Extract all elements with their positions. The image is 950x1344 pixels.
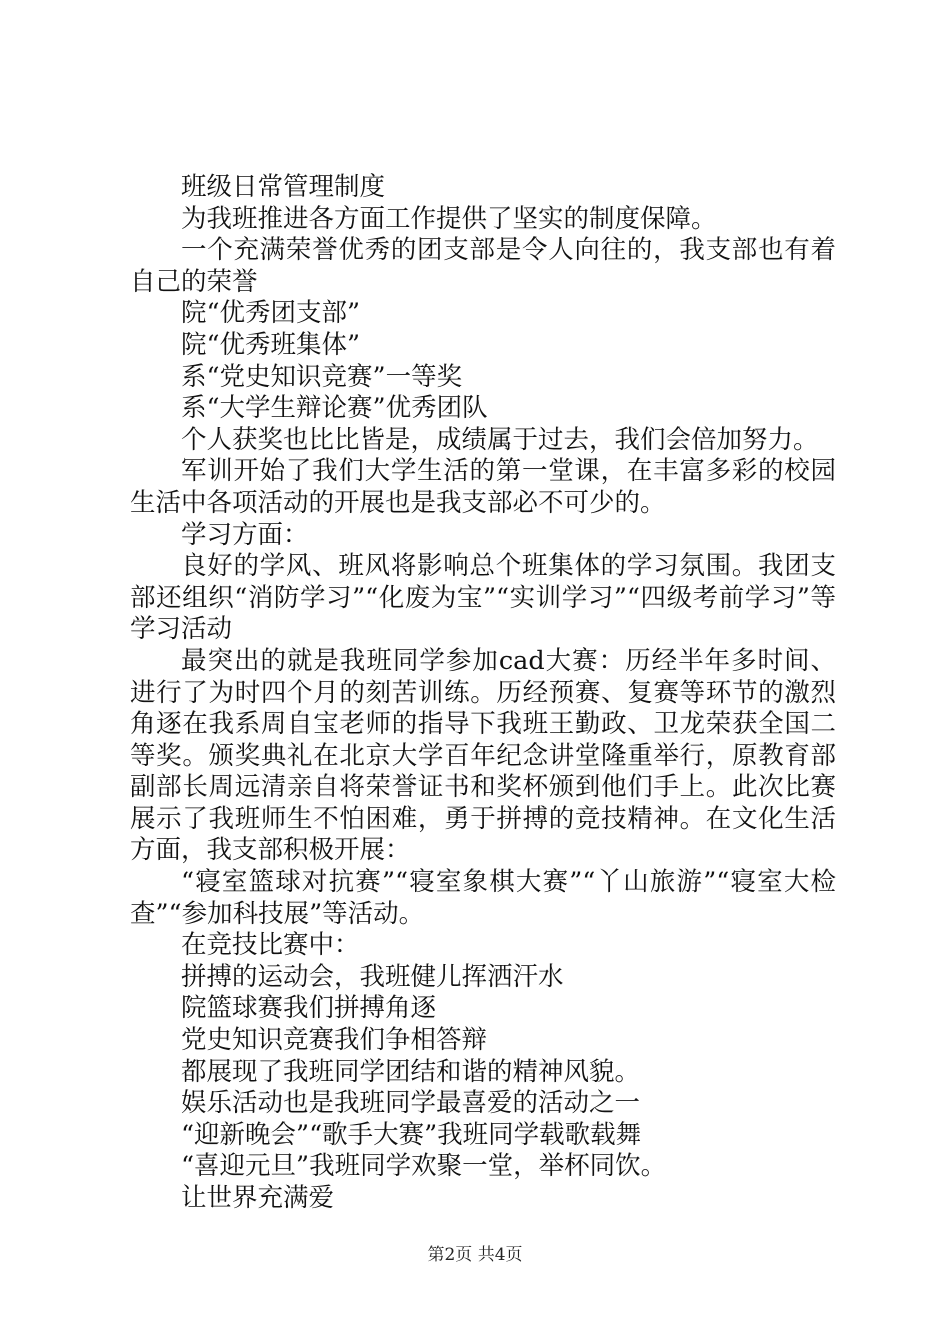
paragraph: 拼搏的运动会，我班健儿挥洒汗水 (181, 961, 564, 992)
paragraph: 个人获奖也比比皆是，成绩属于过去，我们会倍加努力。 (181, 424, 819, 455)
paragraph: 一个充满荣誉优秀的团支部是令人向往的，我支部也有着自己的荣誉 (130, 235, 836, 297)
paragraph: 在竞技比赛中： (181, 930, 360, 961)
paragraph: 为我班推进各方面工作提供了坚实的制度保障。 (181, 203, 717, 234)
paragraph: 系“党史知识竞赛”一等奖 (181, 361, 463, 392)
paragraph: 良好的学风、班风将影响总个班集体的学习氛围。我团支部还组织“消防学习”“化废为宝”“实训学习”“四级考前学习”等学习活动 (130, 551, 836, 645)
paragraph: 让世界充满爱 (181, 1183, 335, 1213)
paragraph: “寝室篮球对抗赛”“寝室象棋大赛”“丫山旅游”“寝室大检查”“参加科技展”等活动。 (130, 867, 836, 929)
paragraph: 党史知识竞赛我们争相答辩 (181, 1025, 488, 1056)
paragraph: 院“优秀班集体” (181, 329, 361, 360)
paragraph: 院篮球赛我们拼搏角逐 (181, 993, 437, 1024)
document-body (130, 172, 836, 1215)
paragraph: 娱乐活动也是我班同学最喜爱的活动之一 (181, 1088, 641, 1119)
paragraph: 班级日常管理制度 (181, 172, 386, 202)
paragraph: “迎新晚会”“歌手大赛”我班同学载歌载舞 (181, 1119, 642, 1150)
paragraph: 院“优秀团支部” (181, 298, 361, 329)
paragraph: 系“大学生辩论赛”优秀团队 (181, 393, 488, 424)
paragraph: 都展现了我班同学团结和谐的精神风貌。 (181, 1056, 641, 1087)
paragraph: 学习方面： (181, 519, 309, 550)
page-number-label: 第2页 共4页 (427, 1245, 523, 1265)
paragraph: “喜迎元旦”我班同学欢聚一堂，举杯同饮。 (181, 1151, 667, 1182)
paragraph: 军训开始了我们大学生活的第一堂课，在丰富多彩的校园生活中各项活动的开展也是我支部必不可少的。 (130, 456, 836, 518)
paragraph: 最突出的就是我班同学参加cad大赛：历经半年多时间、进行了为时四个月的刻苦训练。历经预赛、复赛等环节的激烈角逐在我系周自宝老师的指导下我班王勤政、卫龙荣获全国二等奖。颁奖典礼在北京大学百年纪念讲堂隆重举行，原教育部副部长周远清亲自将荣誉证书和奖杯颁到他们手上。此次比赛展示了我班师生不怕困难，勇于拼搏的竞技精神。在文化生活方面，我支部积极开展： (130, 645, 836, 866)
page-footer (0, 1244, 950, 1266)
